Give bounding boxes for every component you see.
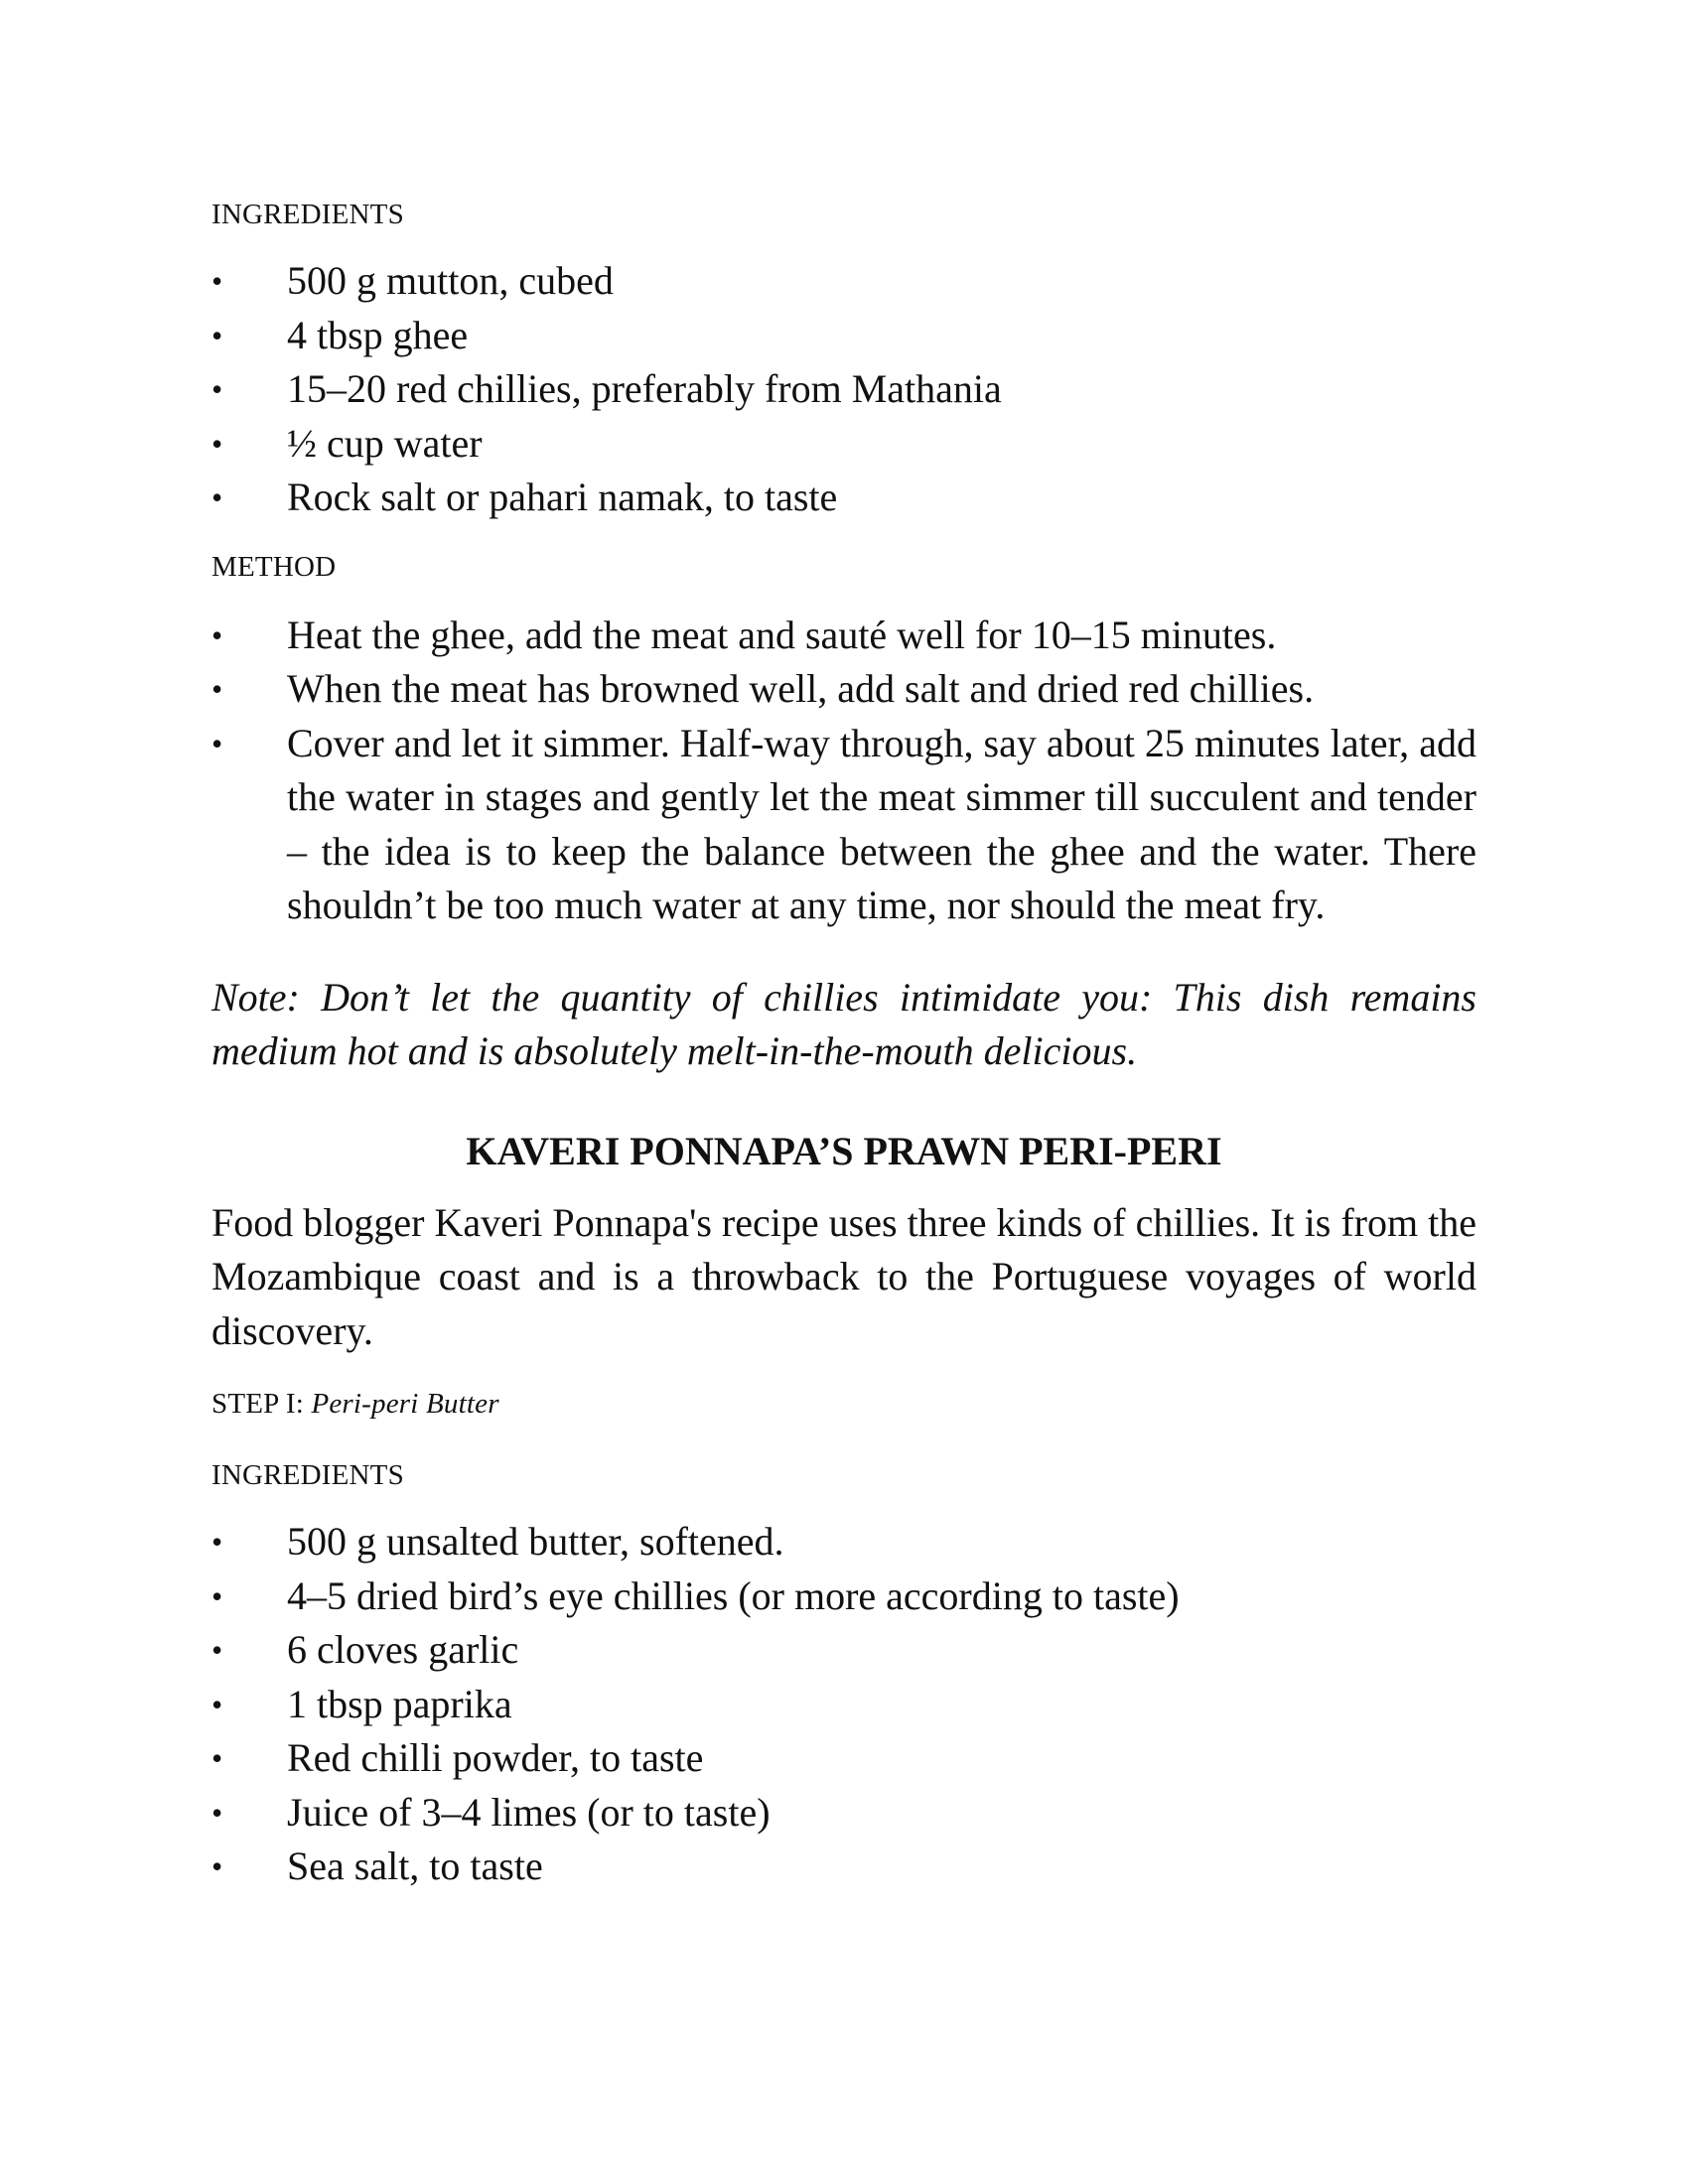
list-item: • ½ cup water — [211, 417, 1477, 472]
bullet-icon: • — [211, 725, 223, 761]
page-content — [211, 195, 1477, 1894]
list-item: • Red chilli powder, to taste — [211, 1731, 1477, 1786]
ingredients-list — [211, 254, 1477, 525]
bullet-icon: • — [211, 1524, 223, 1560]
list-item: • Cover and let it simmer. Half-way through, say about 25 minutes later, add the water in stages and gently let the meat simmer till succulent and tender – the idea is to keep the balance between the ghee and the water. There shouldn’t be too much water at any time, nor should the meat fry. — [211, 717, 1477, 933]
ingredients-heading: INGREDIENTS — [211, 199, 404, 230]
list-item: • 6 cloves garlic — [211, 1623, 1477, 1678]
list-item: • 4–5 dried bird’s eye chillies (or more according to taste) — [211, 1570, 1477, 1624]
bullet-icon: • — [211, 371, 223, 407]
list-item: • When the meat has browned well, add salt and dried red chillies. — [211, 662, 1477, 717]
list-item: • 15–20 red chillies, preferably from Mathania — [211, 362, 1477, 417]
bullet-icon: • — [211, 1740, 223, 1776]
list-item: • 500 g unsalted butter, softened. — [211, 1515, 1477, 1570]
bullet-icon: • — [211, 425, 223, 462]
bullet-icon: • — [211, 1686, 223, 1722]
bullet-icon: • — [211, 479, 223, 515]
bullet-icon: • — [211, 1632, 223, 1668]
ingredients-heading: INGREDIENTS — [211, 1459, 404, 1491]
list-item: • Sea salt, to taste — [211, 1840, 1477, 1894]
list-item: • Heat the ghee, add the meat and sauté well for 10–15 minutes. — [211, 609, 1477, 663]
note-paragraph: Note: Don’t let the quantity of chillies intimidate you: This dish remains medium hot and is absolutely melt-in-the-mouth delicious. — [211, 974, 1477, 1073]
bullet-icon: • — [211, 263, 223, 299]
bullet-icon: • — [211, 671, 223, 707]
list-item: • 1 tbsp paprika — [211, 1678, 1477, 1732]
bullet-icon: • — [211, 1577, 223, 1614]
bullet-icon: • — [211, 317, 223, 353]
recipe-title: KAVERI PONNAPA’S PRAWN PERI-PERI — [466, 1128, 1222, 1173]
bullet-icon: • — [211, 1794, 223, 1831]
bullet-icon: • — [211, 1848, 223, 1884]
bullet-icon: • — [211, 616, 223, 653]
step-name: Peri-peri Butter — [311, 1388, 499, 1420]
ingredients-list — [211, 1515, 1477, 1894]
list-item: • Juice of 3–4 limes (or to taste) — [211, 1786, 1477, 1841]
list-item: • 4 tbsp ghee — [211, 309, 1477, 363]
method-heading: METHOD — [211, 550, 337, 583]
list-item: • Rock salt or pahari namak, to taste — [211, 471, 1477, 525]
list-item: • 500 g mutton, cubed — [211, 254, 1477, 309]
step-label — [211, 1384, 1477, 1424]
step-number: STEP I: — [211, 1388, 304, 1420]
method-list — [211, 609, 1477, 933]
intro-paragraph: Food blogger Kaveri Ponnapa's recipe uses three kinds of chillies. It is from the Mozambique coast and is a throwback to the Portuguese voyages of world discovery. — [211, 1199, 1477, 1353]
